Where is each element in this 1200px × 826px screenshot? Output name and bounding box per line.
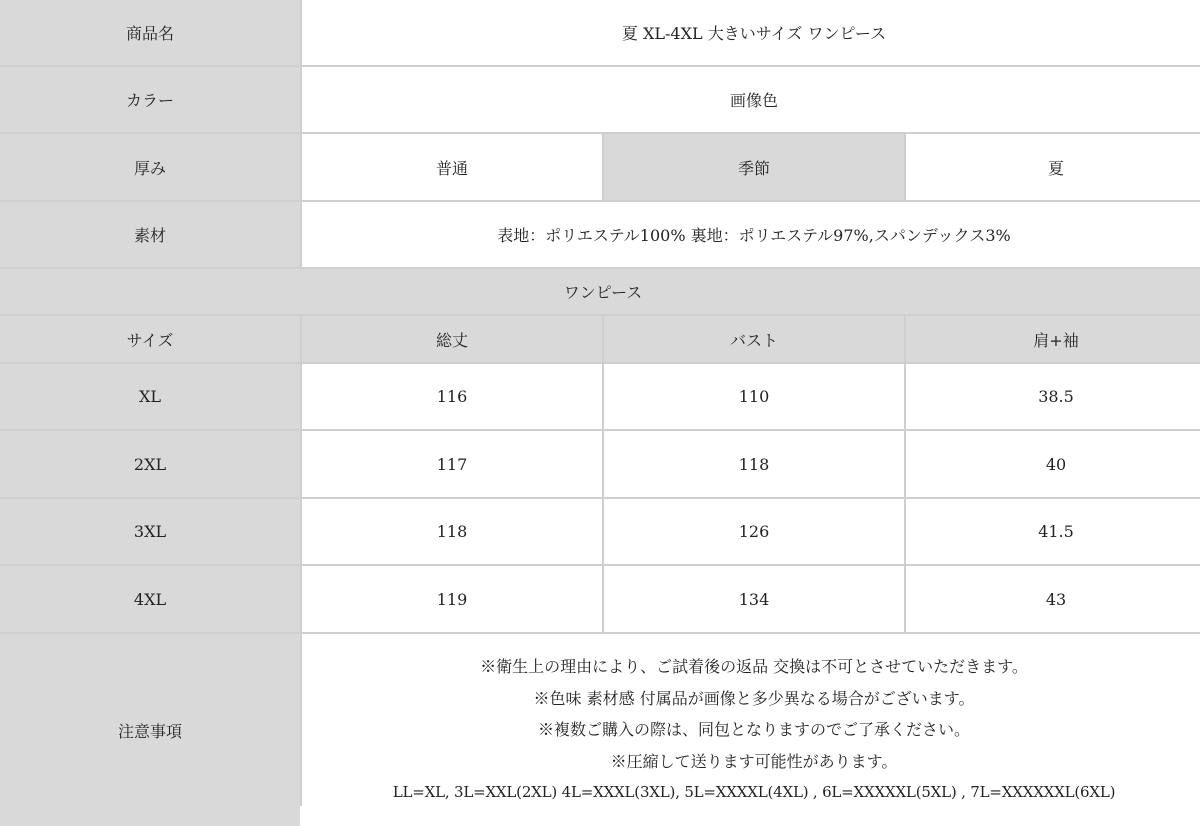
notes-content [302,634,1200,826]
season-label: 季節 [604,134,904,200]
size-row-cell: 110 [604,364,904,429]
thickness-label: 厚み [0,134,300,200]
product-name-label: 商品名 [0,0,300,65]
size-section-title: ワンピース [0,269,1200,314]
size-conversion-note: LL=XL, 3L=XXL(2XL) 4L=XXXL(3XL), 5L=XXXXL(4XL) , 6L=XXXXXL(5XL) , 7L=XXXXXXL(6XL) [392,783,1116,802]
size-row-cell: 41.5 [906,499,1200,564]
material-label: 素材 [0,202,300,267]
size-header-size: サイズ [0,316,300,362]
material-value: 表地：ポリエステル100% 裏地：ポリエステル97%,スパンデックス3% [302,202,1200,267]
size-row-cell: 40 [906,431,1200,497]
color-value: 画像色 [302,67,1200,132]
size-header-bust: バスト [604,316,904,362]
size-row-label: 3XL [0,499,300,564]
notes-label: 注意事項 [0,634,300,826]
note-line: ※圧縮して送ります可能性があります。 [610,751,898,771]
note-line: ※衛生上の理由により、ご試着後の返品 交換は不可とさせていただきます。 [480,657,1028,677]
note-line: ※色味 素材感 付属品が画像と多少異なる場合がございます。 [533,688,975,708]
size-row-label: XL [0,364,300,429]
size-header-length: 総丈 [302,316,602,362]
size-row-cell: 116 [302,364,602,429]
size-row-cell: 38.5 [906,364,1200,429]
size-row-cell: 118 [604,431,904,497]
size-row-cell: 117 [302,431,602,497]
thickness-value: 普通 [302,134,602,200]
size-row-cell: 134 [604,566,904,632]
season-value: 夏 [906,134,1200,200]
size-row-label: 2XL [0,431,300,497]
color-label: カラー [0,67,300,132]
size-header-shoulder-sleeve: 肩+袖 [906,316,1200,362]
size-row-cell: 43 [906,566,1200,632]
size-row-cell: 119 [302,566,602,632]
size-row-label: 4XL [0,566,300,632]
product-name-value: 夏 XL-4XL 大きいサイズ ワンピース [302,0,1200,65]
size-row-cell: 118 [302,499,602,564]
note-line: ※複数ご購入の際は、同包となりますのでご了承ください。 [537,720,970,740]
size-row-cell: 126 [604,499,904,564]
